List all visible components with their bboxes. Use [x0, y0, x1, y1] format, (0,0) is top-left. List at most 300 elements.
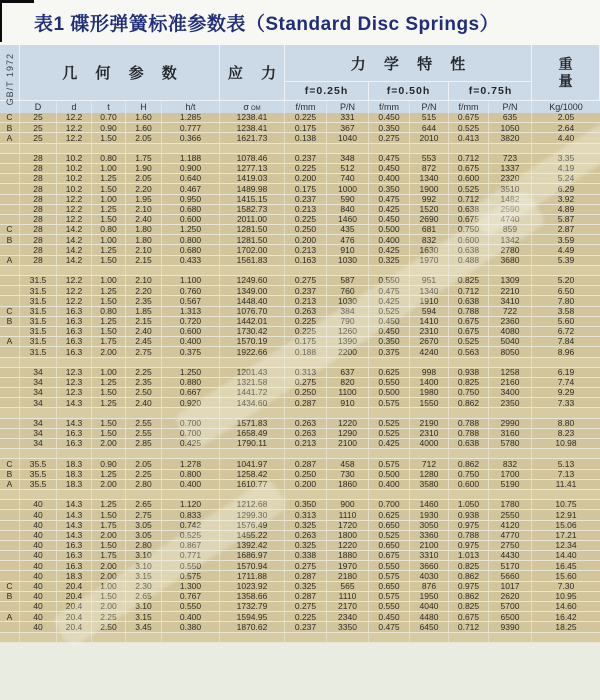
- series-label-cell: [0, 378, 20, 387]
- data-cell: 0.225: [285, 113, 327, 122]
- data-cell: 28: [20, 225, 57, 234]
- disc-spring-table: [0, 45, 600, 700]
- data-cell: 2.55: [126, 429, 162, 438]
- data-cell: 40: [20, 561, 57, 570]
- data-cell: 2.10: [126, 245, 162, 254]
- table-row: [0, 347, 600, 357]
- data-cell: [220, 408, 285, 417]
- data-cell: [410, 358, 449, 367]
- data-cell: 4040: [410, 602, 449, 611]
- data-cell: 3.59: [557, 235, 575, 245]
- column-header-f1: f/mm: [285, 101, 327, 113]
- data-cell: 840: [327, 205, 369, 214]
- data-cell: [410, 633, 449, 642]
- table-row: [0, 276, 600, 286]
- data-cell: 1.300: [162, 582, 220, 591]
- data-cell: 0.313: [285, 510, 327, 519]
- data-cell: 0.225: [285, 612, 327, 621]
- data-cell: 0.525: [369, 419, 410, 428]
- data-cell: 1860: [327, 480, 369, 489]
- group-geometry: 几 何 参 数: [20, 45, 220, 100]
- column-header-D: D: [20, 101, 57, 113]
- data-cell: 1950: [410, 592, 449, 601]
- data-cell: 0.625: [369, 368, 410, 377]
- data-cell: 1.50: [92, 184, 126, 193]
- data-cell: 16.3: [57, 429, 92, 438]
- data-cell: 1970: [327, 561, 369, 570]
- data-cell: 3400: [489, 388, 532, 397]
- data-cell: 20.4: [57, 622, 92, 631]
- data-cell: 28: [20, 195, 57, 204]
- data-cell: 14.60: [555, 602, 577, 612]
- data-cell: 40: [20, 602, 57, 611]
- data-cell: 0.712: [449, 195, 489, 204]
- separator-row: [0, 449, 600, 459]
- data-cell: 1800: [327, 531, 369, 540]
- table-row: [0, 419, 600, 429]
- data-cell: 1.75: [92, 521, 126, 530]
- data-cell: 14.2: [57, 225, 92, 234]
- data-cell: 2.40: [126, 215, 162, 224]
- series-label-cell: [0, 408, 20, 417]
- table-row: [0, 337, 600, 347]
- data-cell: 0.833: [162, 510, 220, 519]
- data-cell: 1.00: [92, 195, 126, 204]
- data-cell: 0.788: [449, 429, 489, 438]
- data-cell: 10.2: [57, 184, 92, 193]
- data-cell: 17.21: [555, 530, 577, 540]
- data-cell: 1.50: [92, 296, 126, 305]
- column-header-t: t: [92, 101, 126, 113]
- series-label-cell: [0, 358, 20, 367]
- data-cell: 0.650: [369, 521, 410, 530]
- data-cell: [410, 144, 449, 153]
- data-cell: 0.213: [285, 296, 327, 305]
- data-cell: [449, 144, 489, 153]
- data-cell: 1.50: [92, 256, 126, 265]
- series-label-cell: A: [0, 480, 20, 489]
- data-cell: 4.19: [557, 163, 575, 174]
- data-cell: 1.50: [92, 429, 126, 438]
- data-cell: 1392.42: [220, 541, 285, 550]
- data-cell: 2100: [410, 541, 449, 550]
- data-cell: 2.05: [126, 459, 162, 468]
- data-cell: 16.42: [555, 612, 577, 622]
- table-row: [0, 541, 600, 551]
- series-label-cell: [0, 439, 20, 448]
- data-cell: 0.900: [162, 164, 220, 173]
- data-cell: 2190: [410, 419, 449, 428]
- data-cell: 0.213: [285, 205, 327, 214]
- data-cell: 40: [20, 541, 57, 550]
- data-cell: 1023.92: [220, 582, 285, 591]
- data-cell: 12.3: [57, 368, 92, 377]
- data-cell: [126, 358, 162, 367]
- data-cell: 1.50: [92, 510, 126, 519]
- data-cell: 14.2: [57, 235, 92, 244]
- series-label-cell: [0, 541, 20, 550]
- data-cell: 34: [20, 429, 57, 438]
- data-cell: 637: [327, 368, 369, 377]
- data-cell: 1.50: [92, 133, 126, 142]
- series-label-cell: [0, 388, 20, 397]
- data-cell: 730: [327, 470, 369, 479]
- data-cell: 14.3: [57, 500, 92, 509]
- data-cell: [92, 633, 126, 642]
- data-cell: 2.50: [92, 622, 126, 631]
- table-row: [0, 561, 600, 571]
- data-cell: 0.175: [285, 337, 327, 346]
- data-cell: 35.5: [20, 480, 57, 489]
- data-cell: 367: [327, 123, 369, 132]
- data-cell: 0.450: [369, 215, 410, 224]
- data-cell: 1630: [410, 245, 449, 254]
- data-cell: 10.75: [555, 500, 577, 510]
- data-cell: [92, 408, 126, 417]
- data-cell: 4240: [410, 347, 449, 356]
- data-cell: 2.64: [557, 123, 575, 133]
- series-label-cell: [0, 195, 20, 204]
- data-cell: 28: [20, 174, 57, 183]
- series-label-cell: [0, 398, 20, 407]
- data-cell: 1078.46: [220, 154, 285, 163]
- page-title: 表1 碟形弹簧标准参数表（Standard Disc Springs）: [34, 14, 500, 35]
- data-cell: 0.366: [162, 133, 220, 142]
- table-row: [0, 225, 600, 235]
- data-cell: [449, 266, 489, 275]
- deflection-row: [285, 81, 531, 100]
- scan-artifact-top: [0, 0, 34, 3]
- data-cell: 16.3: [57, 317, 92, 326]
- data-cell: 2.87: [557, 225, 575, 235]
- data-cell: 14.3: [57, 398, 92, 407]
- table-row: [0, 133, 600, 143]
- data-cell: 12.34: [555, 540, 577, 551]
- data-cell: [220, 266, 285, 275]
- data-cell: 3360: [410, 531, 449, 540]
- data-cell: 0.200: [285, 235, 327, 244]
- data-cell: 1686.97: [220, 551, 285, 560]
- data-cell: 25: [20, 133, 57, 142]
- data-cell: 1621.73: [220, 133, 285, 142]
- deflection-025h: f=0.25h: [285, 82, 369, 100]
- data-cell: [327, 633, 369, 642]
- data-cell: 590: [327, 195, 369, 204]
- data-cell: 6450: [410, 622, 449, 631]
- data-cell: 1.00: [92, 164, 126, 173]
- data-cell: 435: [327, 225, 369, 234]
- data-cell: 31.5: [20, 276, 57, 285]
- data-cell: 0.750: [449, 470, 489, 479]
- data-cell: [532, 490, 600, 499]
- data-cell: 2010: [410, 133, 449, 142]
- data-cell: 0.475: [369, 195, 410, 204]
- data-cell: [327, 144, 369, 153]
- series-label-cell: [0, 215, 20, 224]
- series-label-cell: [0, 551, 20, 560]
- data-cell: 3.92: [557, 194, 575, 204]
- data-cell: 722: [489, 307, 532, 316]
- data-cell: 1238.41: [220, 113, 285, 122]
- data-cell: [92, 358, 126, 367]
- data-cell: 40: [20, 551, 57, 560]
- data-cell: 1732.79: [220, 602, 285, 611]
- data-cell: 0.263: [285, 429, 327, 438]
- data-cell: 0.700: [369, 500, 410, 509]
- column-header-H: H: [126, 101, 162, 113]
- data-cell: 0.640: [162, 174, 220, 183]
- data-cell: 6.72: [557, 326, 575, 337]
- data-cell: 1.25: [92, 174, 126, 183]
- data-cell: 0.550: [162, 561, 220, 570]
- data-cell: 0.467: [162, 184, 220, 193]
- data-cell: 28: [20, 215, 57, 224]
- data-cell: 1238.41: [220, 123, 285, 132]
- data-cell: 1550: [410, 398, 449, 407]
- data-cell: 1.00: [92, 276, 126, 285]
- table-row: [0, 500, 600, 510]
- data-cell: 0.400: [162, 612, 220, 621]
- data-cell: 0.413: [449, 133, 489, 142]
- data-cell: 12.2: [57, 205, 92, 214]
- data-cell: [449, 358, 489, 367]
- table-row: [0, 510, 600, 520]
- data-cell: 1040: [327, 133, 369, 142]
- data-cell: 1.00: [92, 582, 126, 591]
- data-cell: [285, 633, 327, 642]
- table-row: [0, 317, 600, 327]
- separator-row: [0, 633, 600, 643]
- data-cell: 0.625: [369, 510, 410, 519]
- data-cell: 820: [327, 378, 369, 387]
- data-cell: 1970: [410, 256, 449, 265]
- data-cell: 1570.19: [220, 337, 285, 346]
- data-cell: [126, 266, 162, 275]
- data-cell: 1434.60: [220, 398, 285, 407]
- data-cell: 0.575: [369, 459, 410, 468]
- series-label-cell: [0, 429, 20, 438]
- data-cell: 2590: [489, 205, 532, 214]
- data-cell: [327, 408, 369, 417]
- column-header-sigma: σ $_{OM}$: [220, 101, 285, 113]
- data-cell: 3.05: [126, 521, 162, 530]
- series-label-cell: [0, 633, 20, 642]
- data-cell: 3.10: [126, 561, 162, 570]
- data-cell: 0.313: [285, 368, 327, 377]
- data-cell: 2.40: [126, 327, 162, 336]
- data-cell: 0.425: [369, 439, 410, 448]
- data-cell: 992: [410, 195, 449, 204]
- data-cell: 10.2: [57, 154, 92, 163]
- data-cell: 3.15: [126, 571, 162, 580]
- table-row: [0, 154, 600, 164]
- data-cell: 0.175: [285, 184, 327, 193]
- data-cell: 2.75: [126, 510, 162, 519]
- data-cell: 3350: [327, 622, 369, 631]
- data-cell: 1030: [327, 256, 369, 265]
- data-cell: 3.10: [126, 602, 162, 611]
- data-cell: 1.25: [92, 245, 126, 254]
- data-cell: 2.80: [126, 480, 162, 489]
- data-cell: [126, 408, 162, 417]
- data-cell: 1780: [489, 500, 532, 509]
- data-cell: [410, 266, 449, 275]
- table-row: [0, 215, 600, 225]
- table-row: [0, 571, 600, 581]
- data-cell: 2550: [489, 510, 532, 519]
- data-cell: 31.5: [20, 347, 57, 356]
- data-cell: [162, 633, 220, 642]
- data-cell: 16.3: [57, 337, 92, 346]
- table-row: [0, 296, 600, 306]
- data-cell: 1277.13: [220, 164, 285, 173]
- data-cell: 1400: [410, 378, 449, 387]
- data-cell: 2.00: [92, 347, 126, 356]
- separator-row: [0, 266, 600, 276]
- data-cell: 2160: [489, 378, 532, 387]
- data-cell: 18.3: [57, 459, 92, 468]
- data-cell: 1220: [327, 541, 369, 550]
- data-cell: 1258: [489, 368, 532, 377]
- data-cell: [285, 449, 327, 458]
- series-label-cell: [0, 531, 20, 540]
- table-row: [0, 378, 600, 388]
- data-cell: 0.550: [369, 378, 410, 387]
- data-cell: 0.700: [162, 429, 220, 438]
- data-cell: 0.638: [449, 245, 489, 254]
- data-cell: 4000: [410, 439, 449, 448]
- data-cell: 0.750: [449, 388, 489, 397]
- data-cell: 14.3: [57, 531, 92, 540]
- data-cell: 1561.83: [220, 256, 285, 265]
- data-cell: 0.338: [285, 551, 327, 560]
- data-cell: 0.675: [449, 327, 489, 336]
- data-cell: 10.2: [57, 174, 92, 183]
- table-row: [0, 531, 600, 541]
- data-cell: 5.13: [557, 459, 575, 469]
- data-cell: 0.188: [285, 347, 327, 356]
- data-cell: 10.2: [57, 164, 92, 173]
- data-cell: 12.2: [57, 123, 92, 132]
- data-cell: 1281.50: [220, 225, 285, 234]
- data-cell: 31.5: [20, 286, 57, 295]
- data-cell: 18.3: [57, 470, 92, 479]
- data-cell: [285, 408, 327, 417]
- data-cell: 0.525: [449, 184, 489, 193]
- data-cell: 1249.60: [220, 276, 285, 285]
- data-cell: 0.700: [162, 419, 220, 428]
- data-cell: 0.200: [285, 480, 327, 489]
- data-cell: 0.525: [369, 429, 410, 438]
- data-cell: [410, 490, 449, 499]
- data-cell: 0.975: [449, 541, 489, 550]
- data-cell: [57, 449, 92, 458]
- data-cell: 2.15: [126, 256, 162, 265]
- data-cell: [162, 408, 220, 417]
- data-cell: 1582.73: [220, 205, 285, 214]
- data-cell: 5.24: [557, 174, 575, 184]
- data-cell: [369, 358, 410, 367]
- table-row: [0, 388, 600, 398]
- data-cell: [532, 266, 600, 275]
- data-cell: 1212.68: [220, 500, 285, 509]
- data-cell: [489, 266, 532, 275]
- data-cell: [57, 266, 92, 275]
- column-header-p1: P/N: [327, 101, 369, 113]
- table-row: [0, 592, 600, 602]
- series-label-cell: A: [0, 256, 20, 265]
- data-cell: 0.488: [449, 256, 489, 265]
- data-cell: 20.4: [57, 612, 92, 621]
- data-cell: 0.600: [449, 480, 489, 489]
- data-cell: 0.90: [92, 123, 126, 132]
- data-cell: 0.638: [449, 439, 489, 448]
- series-label-cell: [0, 490, 20, 499]
- data-cell: 0.475: [369, 286, 410, 295]
- data-cell: 12.3: [57, 378, 92, 387]
- data-cell: 587: [327, 276, 369, 285]
- data-cell: 3160: [489, 429, 532, 438]
- data-cell: 14.2: [57, 256, 92, 265]
- data-cell: 515: [410, 113, 449, 122]
- data-cell: 0.250: [285, 388, 327, 397]
- data-cell: 1448.40: [220, 296, 285, 305]
- data-cell: 0.680: [162, 245, 220, 254]
- data-cell: 998: [410, 368, 449, 377]
- group-stress: 应 力: [220, 45, 285, 100]
- data-cell: 740: [327, 174, 369, 183]
- data-cell: 5040: [489, 337, 532, 346]
- data-cell: 1720: [327, 521, 369, 530]
- data-cell: 1.250: [162, 225, 220, 234]
- data-cell: [126, 144, 162, 153]
- data-cell: 28: [20, 184, 57, 193]
- data-cell: 1570.94: [220, 561, 285, 570]
- data-cell: 14.2: [57, 245, 92, 254]
- data-cell: 1922.66: [220, 347, 285, 356]
- data-cell: 25: [20, 123, 57, 132]
- data-cell: 12.91: [555, 510, 577, 520]
- data-cell: 2320: [489, 174, 532, 183]
- data-cell: 0.675: [449, 113, 489, 122]
- series-label-cell: [0, 622, 20, 631]
- data-cell: [92, 449, 126, 458]
- data-cell: 1930: [410, 510, 449, 519]
- data-cell: [20, 144, 57, 153]
- data-cell: 5.60: [557, 316, 575, 326]
- data-cell: 594: [410, 307, 449, 316]
- data-cell: 2.75: [126, 347, 162, 356]
- data-cell: 1.00: [92, 235, 126, 244]
- data-cell: 0.750: [449, 225, 489, 234]
- data-cell: [20, 490, 57, 499]
- data-cell: 1340: [410, 286, 449, 295]
- data-cell: 5.87: [557, 214, 575, 225]
- data-cell: 1.013: [449, 551, 489, 560]
- deflection-075h: f=0.75h: [468, 85, 513, 97]
- data-cell: 0.375: [162, 347, 220, 356]
- data-cell: 28: [20, 164, 57, 173]
- data-cell: 0.975: [449, 521, 489, 530]
- data-cell: [220, 358, 285, 367]
- data-cell: 2100: [327, 439, 369, 448]
- series-label-cell: [0, 419, 20, 428]
- data-cell: 0.938: [449, 368, 489, 377]
- data-cell: [57, 408, 92, 417]
- data-cell: 2011.00: [220, 215, 285, 224]
- table-row: [0, 113, 600, 123]
- data-cell: 2750: [489, 541, 532, 550]
